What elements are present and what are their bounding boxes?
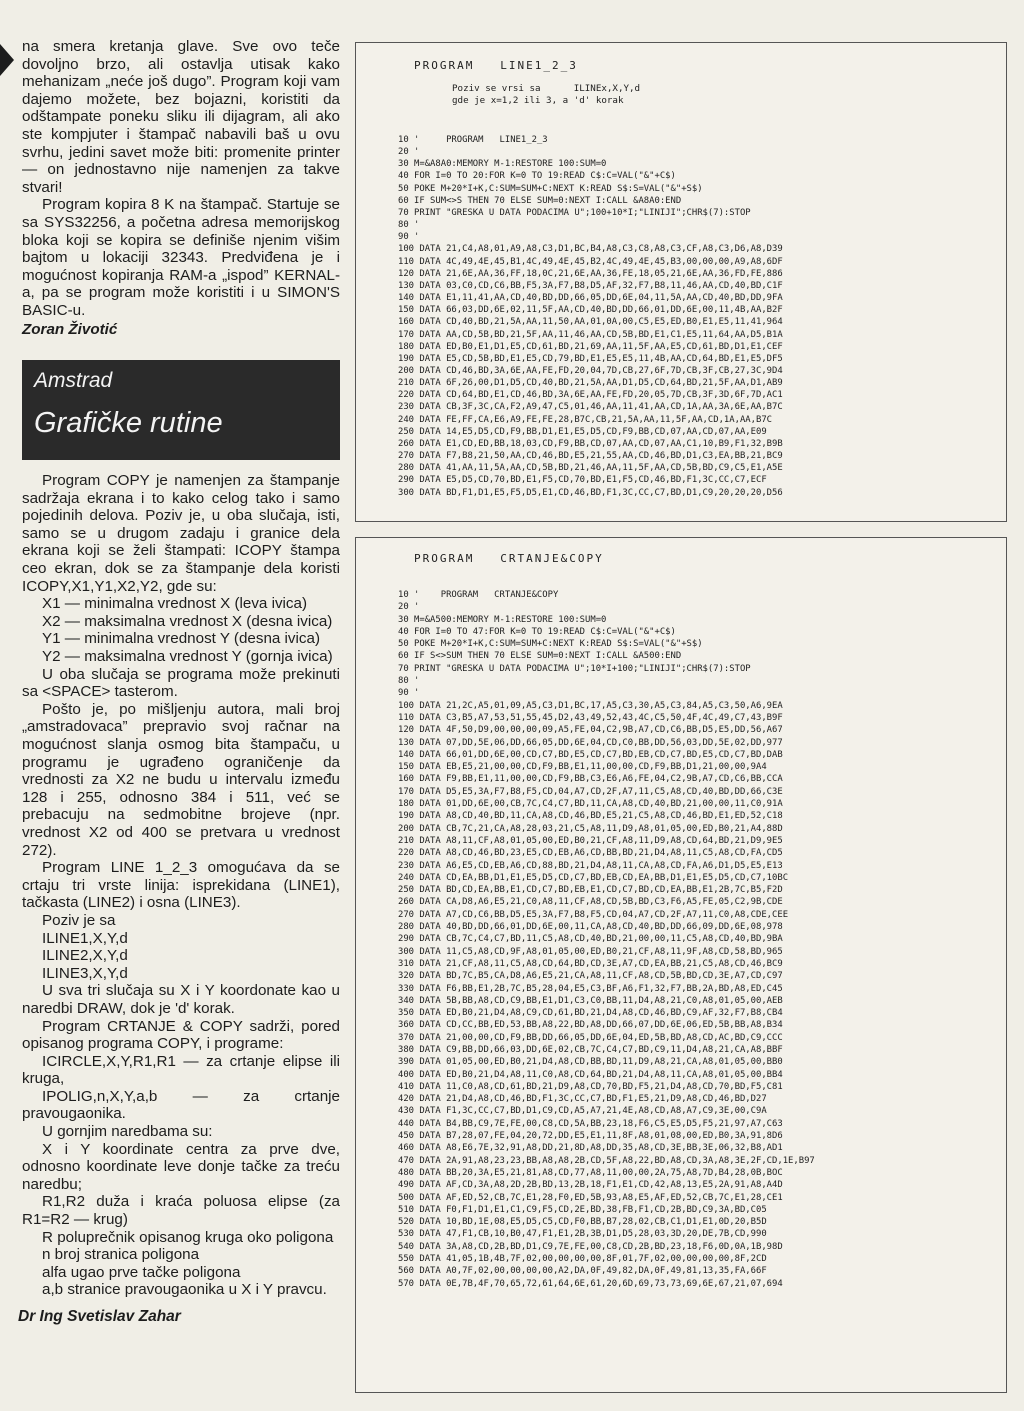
section-banner-platform: Amstrad — [34, 369, 113, 393]
paragraph: Program kopira 8 K na štampač. Startuje se sa SYS32256, a početna adresa memorijskog bloka koji se kopira se definiše njenim višim bajtom u lokaciji 32343. Predviđena je i mogućnost kopiranja RAM-a „ispod” KERNAL-a, pa se program može koristiti i u SIMON'S BASIC-u. — [22, 196, 340, 319]
program-listing-line123 — [355, 42, 1007, 522]
parameter-item: Y1 — minimalna vrednost Y (desna ivica) — [42, 630, 321, 648]
paragraph: Program CRTANJE & COPY sadrži, pored opisanog programa COPY, i programe: — [22, 1017, 340, 1053]
program-listing-crtanje-copy — [355, 537, 1007, 1393]
paragraph: R poluprečnik opisanog kruga oko poligona — [42, 1228, 334, 1246]
listing-code: 10 ' PROGRAM LINE1_2_3 20 ' 30 M=&A8A0:MEMORY M-1:RESTORE 100:SUM=0 40 FOR I=0 TO 20:FOR K=0 TO 19:READ C$:C=VAL("&"+C$) 50 POKE M+20*I+K,C:SUM=SUM+C:NEXT K:READ S$:S=VAL("&"+S$) 60 IF SUM<>S THEN 70 ELSE SUM=0:NEXT I:CALL &A8A0:END 70 PRINT "GRESKA U DATA PODACIMA U";100+10*I;"LINIJI";CHR$(7):STOP 80 ' 90 ' 100 DATA 21,C4,A8,01,A9,A8,C3,D1,BC,B4,A8,C3,C8,A8,C3,CF,A8,C3,D6,A8,D39 110 DATA 4C,49,4E,45,B1,4C,49,4E,45,B2,4C,49,4E,45,B3,00,00,00,A9,A8,6DF 120 DATA 21,6E,AA,36,FF,18,0C,21,6E,AA,36,FE,18,05,21,6E,AA,36,FD,FE,886 130 DATA 03,C0,CD,C6,BB,F5,3A,F7,B8,D5,AF,32,F7,B8,11,46,AA,CD,40,BD,C1F 140 DATA E1,11,41,AA,CD,40,BD,DD,66,05,DD,6E,04,11,5A,AA,CD,40,BD,DD,9FA 150 DATA 66,03,DD,6E,02,11,5F,AA,CD,40,BD,DD,66,01,DD,6E,00,11,4B,AA,B2F 160 DATA CD,40,BD,21,5A,AA,11,50,AA,01,0A,00,C5,E5,ED,B0,E1,E5,11,41,964 170 DATA AA,CD,5B,BD,21,5F,AA,11,46,AA,CD,5B,BD,E1,C1,E5,11,64,AA,D5,B1A 180 DATA ED,B0,E1,D1,E5,CD,61,BD,21,69,AA,11,5F,AA,E5,CD,61,BD,D1,E1,CEF 190 DATA E5,CD,5B,BD,E1,E5,CD,79,BD,E1,E5,E5,11,4B,AA,CD,64,BD,E1,E5,DF5 200 DATA CD,46,BD,3A,6E,AA,FE,FD,20,04,7D,CB,27,6F,7D,CB,3F,CB,27,3C,9D4 210 DATA 6F,26,00,D1,D5,CD,40,BD,21,5A,AA,D1,D5,CD,64,BD,21,5F,AA,D1,AB9 220 DATA CD,64,BD,E1,CD,46,BD,3A,6E,AA,FE,FD,20,05,7D,CB,3F,3D,6F,7D,AC1 230 DATA CB,3F,3C,CA,F2,A9,47,C5,01,46,AA,11,41,AA,CD,1A,AA,3A,6E,AA,B7C 240 DATA FE,FF,CA,E6,A9,FE,FE,28,B7C,CB,21,5A,AA,11,5F,AA,CD,1A,AA,B7C 250 DATA 14,E5,D5,CD,F9,BB,D1,E1,E5,D5,CD,F9,BB,CD,07,AA,CD,07,AA,E09 260 DATA E1,CD,ED,BB,18,03,CD,F9,BB,CD,07,AA,CD,07,AA,C1,10,B9,F1,32,B9B 270 DATA F7,B8,21,50,AA,CD,46,BD,E5,21,55,AA,CD,46,BD,D1,C3,EA,BB,21,BC9 280 DATA 41,AA,11,5A,AA,CD,5B,BD,21,46,AA,11,5F,AA,CD,5B,BD,C9,C5,E1,A5E 290 DATA E5,D5,CD,70,BD,E1,F5,CD,70,BD,E1,F5,CD,46,BD,F1,3C,CC,C7,ECF 300 DATA BD,F1,D1,E5,F5,D5,E1,CD,46,BD,F1,3C,CC,C7,BD,D1,C9,20,20,20,D56 — [398, 135, 783, 498]
command-line: ILINE3,X,Y,d — [42, 964, 128, 982]
parameter-item: X1 — minimalna vrednost X (leva ivica) — [42, 595, 308, 613]
paragraph: U sva tri slučaja su X i Y koordonate kao u naredbi DRAW, dok je 'd' korak. — [22, 982, 340, 1017]
paragraph: Program COPY je namenjen za štampanje sadržaja ekrana i to kako celog tako i samo pojedinih delova. Poziv je, u oba slučaja, isti, samo se u drugom zadaju i granice dela ekrana koji se želi štampati: ICOPY štampa ceo ekran, dok se za štampanje dela koristi ICOPY,X1,Y1,X2,Y2, gde su: — [22, 472, 340, 595]
paragraph: R1,R2 duža i kraća poluosa elipse (za R1=R2 — krug) — [22, 1193, 340, 1229]
paragraph: ICIRCLE,X,Y,R1,R1 — za crtanje elipse ili kruga, — [22, 1052, 340, 1088]
paragraph: Program LINE 1_2_3 omogućava da se crtaju tri vrste linija: isprekidana (LINE1), tačkasta (LINE2) i osna (LINE3). — [22, 859, 340, 912]
paragraph: IPOLIG,n,X,Y,a,b — za crtanje pravougaonika. — [22, 1087, 340, 1123]
paragraph: a,b stranice pravougaonika u X i Y pravcu. — [42, 1281, 327, 1299]
paragraph: n broj stranica poligona — [42, 1246, 200, 1264]
paragraph: alfa ugao prve tačke poligona — [42, 1263, 241, 1281]
parameter-item: X2 — maksimalna vrednost X (desna ivica) — [42, 612, 333, 630]
section-banner — [22, 360, 340, 460]
paragraph: X i Y koordinate centra za prve dve, odnosno koordinate leve donje tačke za treću naredbu; — [22, 1140, 340, 1193]
command-line: ILINE2,X,Y,d — [42, 947, 128, 965]
article-text-column — [22, 38, 340, 1299]
paragraph: na smera kretanja glave. Sve ovo teče dovoljno brzo, ali ostavlja utisak kako mehanizam „neće još dugo”. Program koji vam dajemo možete, bez bojazni, koristiti da odštampate poneku sliku ili dijagram, ali ako ste kompjuter i štampač nabavili baš u ovu svrhu, jedini savet može biti: promenite printer — on jednostavno nije namenjen za takve stvari! — [22, 38, 340, 196]
command-line: ILINE1,X,Y,d — [42, 929, 128, 947]
listing-usage: Poziv se vrsi sa ILINEx,X,Y,d gde je x=1,2 ili 3, a 'd' korak — [452, 83, 641, 106]
paragraph: U oba slučaja se programa može prekinuti sa <SPACE> tasterom. — [22, 665, 340, 701]
listing-title: PROGRAM LINE1_2_3 — [414, 59, 578, 72]
parameter-item: Y2 — maksimalna vrednost Y (gornja ivica) — [42, 648, 333, 666]
section-banner-title: Grafičke rutine — [34, 407, 223, 440]
continuation-arrow-icon — [0, 44, 14, 76]
paragraph: Pošto je, po mišljenju autora, mali broj „amstradovaca” prepravio svoj račnar na mogućnost slanja osmog bita štampaču, u programu je ugrađeno ograničenje da vrednosti za X2 ne budu u intervalu između 128 i 255, odnosno 384 i 511, već se prebacuju na sedmobitne brojeve (npr. vrednost X2 od 400 se pretvara u vrednost 272). — [22, 700, 340, 859]
listing-code: 10 ' PROGRAM CRTANJE&COPY 20 ' 30 M=&A500:MEMORY M-1:RESTORE 100:SUM=0 40 FOR I=0 TO 47:FOR K=0 TO 19:READ C$:C=VAL("&"+C$) 50 POKE M+20*I+K,C:SUM=SUM+C:NEXT K:READ S$:S=VAL("&"+S$) 60 IF S<>SUM THEN 70 ELSE SUM=0:NEXT I:CALL &A500:END 70 PRINT "GRESKA U DATA PODACIMA U";10*I+100;"LINIJI";CHR$(7):STOP 80 ' 90 ' 100 DATA 21,2C,A5,01,09,A5,C3,D1,BC,17,A5,C3,30,A5,C3,84,A5,C3,50,A6,9EA 110 DATA C3,B5,A7,53,51,55,45,D2,43,49,52,43,4C,C5,50,4F,4C,49,C7,43,B9F 120 DATA 4F,50,D9,00,00,00,09,A5,FE,04,C2,9B,A7,CD,C6,BB,D5,E5,DD,56,A67 130 DATA 07,DD,5E,06,DD,66,05,DD,6E,04,CD,C0,BB,DD,56,03,DD,5E,02,DD,977 140 DATA 66,01,DD,6E,00,CD,C7,BD,E5,CD,C7,BD,EB,CD,C7,BD,E5,CD,C7,BD,DAB 150 DATA EB,E5,21,00,00,CD,F9,BB,E1,11,00,00,CD,F9,BB,D1,21,00,00,9A4 160 DATA F9,BB,E1,11,00,00,CD,F9,BB,C3,E6,A6,FE,04,C2,9B,A7,CD,C6,BB,CCA 170 DATA D5,E5,3A,F7,B8,F5,CD,04,A7,CD,2F,A7,11,C5,A8,CD,40,BD,DD,66,C3E 180 DATA 01,DD,6E,00,CB,7C,C4,C7,BD,11,CA,A8,CD,40,BD,21,00,00,11,C0,91A 190 DATA A8,CD,40,BD,11,CA,A8,CD,46,BD,E5,21,C5,A8,CD,46,BD,E1,ED,52,C18 200 DATA CB,7C,21,CA,A8,28,03,21,C5,A8,11,D9,A8,01,05,00,ED,B0,21,A4,88D 210 DATA A8,11,CF,A8,01,05,00,ED,B0,21,CF,A8,11,D9,A8,CD,64,BD,21,D9,9E5 220 DATA A8,CD,46,BD,23,E5,CD,EB,A6,CD,BB,BD,21,D4,A8,11,C5,A8,CD,FA,CD5 230 DATA A6,E5,CD,EB,A6,CD,88,BD,21,D4,A8,11,CA,A8,CD,FA,A6,D1,D5,E5,E13 240 DATA CD,EA,BB,D1,E1,E5,D5,CD,C7,BD,EB,CD,EA,BB,D1,E1,E5,D5,CD,C7,10BC 250 DATA BD,CD,EA,BB,E1,CD,C7,BD,EB,E1,CD,C7,BD,CD,EA,BB,E1,2B,7C,B5,F2D 260 DATA CA,D8,A6,E5,21,C0,A8,11,CF,A8,CD,5B,BD,C3,F6,A5,FE,05,C2,9B,CDE 270 DATA A7,CD,C6,BB,D5,E5,3A,F7,B8,F5,CD,04,A7,CD,2F,A7,11,C0,A8,CDE,CEE 280 DATA 40,BD,DD,66,01,DD,6E,00,11,CA,A8,CD,40,BD,DD,66,09,DD,6E,08,978 290 DATA CB,7C,C4,C7,BD,11,C5,A8,CD,40,BD,21,00,00,11,C5,A8,CD,40,BD,9BA 300 DATA 11,C5,A8,CD,9F,A8,01,05,00,ED,B0,21,CF,A8,11,9F,A8,CD,58,BD,965 310 DATA 21,CF,A8,11,C5,A8,CD,64,BD,CD,3E,A7,CD,EA,BB,21,C5,A8,CD,46,BC9 320 DATA BD,7C,B5,CA,D8,A6,E5,21,CA,A8,11,CF,A8,CD,5B,BD,CD,3E,A7,CD,C97 330 DATA F6,BB,E1,2B,7C,B5,28,04,E5,C3,BF,A6,F1,32,F7,BB,2A,BD,A8,ED,C45 340 DATA 5B,BB,A8,CD,C9,BB,E1,D1,C3,C0,BB,11,D4,A8,21,C0,A8,01,05,00,AEB 350 DATA ED,B0,21,D4,A8,C9,CD,61,BD,21,D4,A8,CD,46,BD,C9,AF,32,F7,B8,CB4 360 DATA CD,CC,BB,ED,53,BB,A8,22,BD,A8,DD,66,07,DD,6E,06,ED,5B,BB,A8,B34 370 DATA 21,00,00,CD,F9,BB,DD,66,05,DD,6E,04,ED,5B,BD,A8,CD,AC,BD,C9,CCC 380 DATA C9,BB,DD,66,03,DD,6E,02,CB,7C,C4,C7,BD,C9,11,D4,A8,21,CA,A8,BBF 390 DATA 01,05,00,ED,B0,21,D4,A8,CD,BB,BD,11,D9,A8,21,CA,A8,01,05,00,BB0 400 DATA ED,B0,21,D4,A8,11,C0,A8,CD,64,BD,21,D4,A8,11,CA,A8,01,05,00,BB4 410 DATA 11,C0,A8,CD,61,BD,21,D9,A8,CD,70,BD,F5,21,D4,A8,CD,70,BD,F5,C81 420 DATA 21,D4,A8,CD,46,BD,F1,3C,CC,C7,BD,F1,E5,21,D9,A8,CD,46,BD,D27 430 DATA F1,3C,CC,C7,BD,D1,C9,CD,A5,A7,21,4E,A8,CD,A8,A7,C9,3E,00,C9A 440 DATA B4,BB,C9,7E,FE,00,C8,CD,5A,BB,23,18,F6,C5,E5,D5,F5,21,97,A7,C63 450 DATA B7,28,07,FE,04,20,72,DD,E5,E1,11,8F,A8,01,08,00,ED,B0,3A,91,8D6 460 DATA A8,E6,7E,32,91,A8,DD,21,8D,A8,DD,35,A8,CD,3E,BB,3E,06,32,B8,AD1 470 DATA 2A,91,A8,23,23,BB,A8,A8,2B,CD,5F,A8,22,BD,A8,CD,3A,A8,3E,2F,CD,1E,B97 480 DATA BB,20,3A,E5,21,81,A8,CD,77,A8,11,00,00,2A,75,A8,7D,B4,28,0B,BOC 490 DATA AF,CD,3A,A8,2D,2B,BD,13,2B,18,F1,E1,CD,42,A8,13,E5,2A,91,A8,A4D 500 DATA AF,ED,52,CB,7C,E1,28,F0,ED,5B,93,A8,E5,AF,ED,52,CB,7C,E1,28,CE1 510 DATA F0,F1,D1,E1,C1,C9,F5,CD,2E,BD,38,FB,F1,CD,2B,BD,C9,3A,BD,C05 520 DATA 10,BD,1E,08,E5,D5,C5,CD,F0,BB,B7,28,02,CB,C1,D1,E1,0D,20,B5D 530 DATA 47,F1,CB,10,B0,47,F1,E1,2B,3B,D1,D5,28,03,3D,20,DE,7B,CD,990 540 DATA 3A,A8,CD,2B,BD,D1,C9,7E,FE,00,C8,CD,2B,BD,23,18,F6,0D,0A,1B,98D 550 DATA 41,05,1B,4B,7F,02,00,00,00,00,8F,01,7F,02,00,00,00,00,8F,2CD 560 DATA A0,7F,02,00,00,00,00,A2,DA,0F,49,82,DA,0F,49,81,13,35,FA,66F 570 DATA 0E,7B,4F,70,65,72,61,64,6E,61,20,6D,69,73,73,69,6E,67,21,07,694 — [398, 590, 815, 1289]
paragraph: U gornjim naredbama su: — [42, 1123, 213, 1141]
listing-title: PROGRAM CRTANJE&COPY — [414, 552, 604, 565]
author-signature: Zoran Životić — [22, 320, 118, 338]
author-signature: Dr Ing Svetislav Zahar — [18, 1308, 181, 1325]
paragraph: Poziv je sa — [42, 911, 116, 929]
